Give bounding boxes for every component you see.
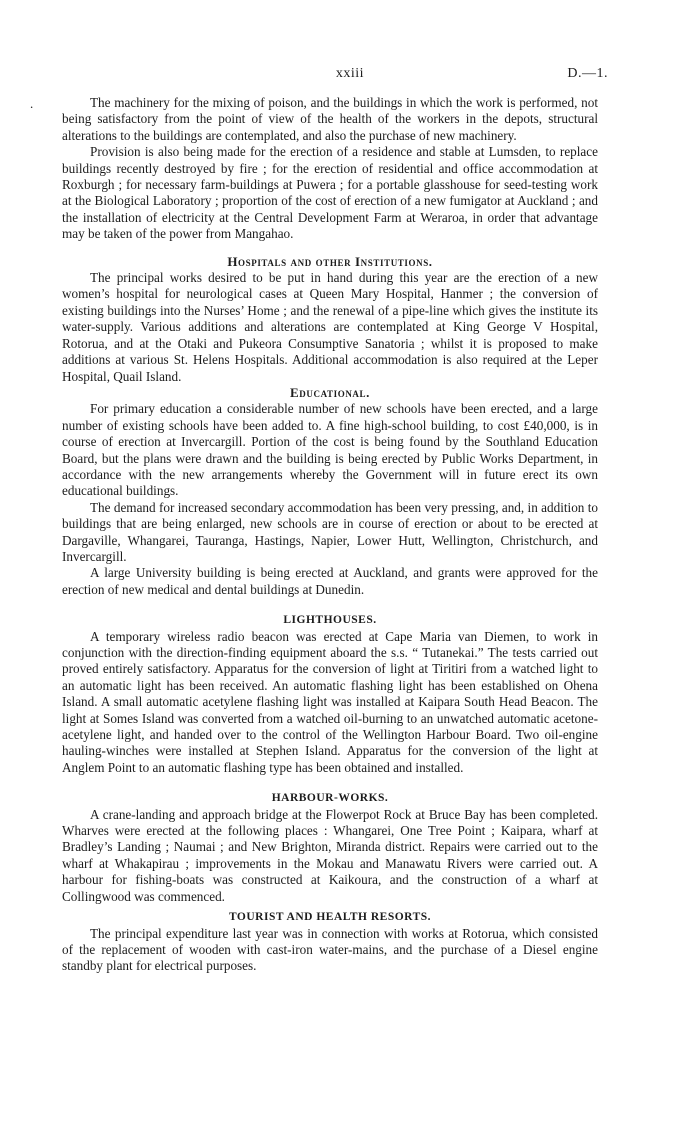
section-heading: Educational. [290, 384, 370, 400]
page-number: xxiii [335, 66, 365, 81]
section-heading: LIGHTHOUSES. [283, 614, 377, 627]
section-heading: Hospitals and other Institutions. [227, 253, 433, 269]
section-hospitals [62, 254, 598, 385]
paragraph: For primary education a considerable number of new schools have been erected, and a large number of existing schools have been added to. A fine high-school building, to cost £40,000, is in course of erection at Invercargill. Portion of the cost is being found by the Southland Education Board, but the plans were drawn and the building is being erected by Public Works Department, in accordance with the new arrangements whereby the Government will in future erect its own educational buildings. [62, 401, 598, 499]
paragraph: The principal works desired to be put in hand during this year are the erection of a new women’s hospital for neurological cases at Queen Mary Hospital, Hanmer ; the conversion of existing buildings into the Nurses’ Home ; and the renewal of a pipe-line which gives the institute its water-supply. Various additions and alterations are contemplated at King George V Hospital, Rotorua, and at the Otaki and Pukeora Consumptive Sanatoria ; whilst it is proposed to make additions at various St. Helens Hospitals. Additional accommodation is also required at the Leper Hospital, Quail Island. [62, 270, 598, 384]
paragraph: The demand for increased secondary accommodation has been very pressing, and, in addition to buildings that are being enlarged, new schools are in course of erection or about to be erected at Dargaville, Whangarei, Tauranga, Hastings, Napier, Lower Hutt, Wellington, Christchurch, and Invercargill. [62, 499, 598, 564]
paragraph: A crane-landing and approach bridge at the Flowerpot Rock at Bruce Bay has been completed. Wharves were erected at the following places : Whangarei, One Tree Point ; Kaipara, wharf at Bradley’s Landing ; Naumai ; and New Brighton, Miranda district. Repairs were carried out to the wharf at Whakapirau ; improvements in the Mokau and Manawatu Rivers were carried out. A harbour for fishing-boats was constructed at Kaikoura, and the construction of a wharf at Collingwood was commenced. [62, 806, 598, 904]
paragraph: A large University building is being erected at Auckland, and grants were approved for the erection of new medical and dental buildings at Dunedin. [62, 565, 598, 597]
page-body [62, 95, 598, 975]
margin-mark: . [30, 96, 34, 111]
section-tourist-resorts [62, 909, 598, 975]
section-intro [62, 95, 598, 243]
section-lighthouses [62, 612, 598, 776]
section-educational [62, 385, 598, 598]
document-reference: D.—1. [567, 66, 608, 81]
paragraph: A temporary wireless radio beacon was erected at Cape Maria van Diemen, to work in conjunction with the direction-finding equipment aboard the s.s. “ Tutanekai.” The tests carried out proved entirely satisfactory. Apparatus for the conversion of light at Tiritiri from a watched light to an automatic light has been received. An automatic flashing light has been established on Ohena Island. A small automatic acetylene flashing light was installed at Kaipara South Head Beacon. The light at Somes Island was converted from a watched oil-burning to an unwatched automatic acetone-acetylene light, and handed over to the control of the Wellington Harbour Board. Two oil-engine hauling-winches were installed at Stephen Island. Apparatus for the conversion of the light at Anglem Point to an automatic flashing type has been obtained and installed. [62, 628, 598, 775]
section-heading: HARBOUR-WORKS. [271, 792, 389, 805]
paragraph: The principal expenditure last year was in connection with works at Rotorua, which consisted of the replacement of wooden with cast-iron water-mains, and the purchase of a Diesel engine standby plant for electrical purposes. [62, 925, 598, 974]
section-heading: TOURIST AND HEALTH RESORTS. [228, 911, 432, 924]
paragraph: Provision is also being made for the erection of a residence and stable at Lumsden, to replace buildings recently destroyed by fire ; for the erection of residential and office accommodation at Roxburgh ; for necessary farm-buildings at Puwera ; for a portable glasshouse for seed-testing work at the Biological Laboratory ; proportion of the cost of erection of a new fumigator at Auckland ; and the installation of electricity at the Central Development Farm at Weraroa, in order that advantage may be taken of the power from Mangahao. [62, 144, 598, 242]
section-harbour-works [62, 790, 598, 905]
paragraph: The machinery for the mixing of poison, and the buildings in which the work is performed, not being satisfactory from the point of view of the health of the workers in the depots, structural alterations to the buildings are contemplated, and also the purchase of new machinery. [62, 95, 598, 143]
